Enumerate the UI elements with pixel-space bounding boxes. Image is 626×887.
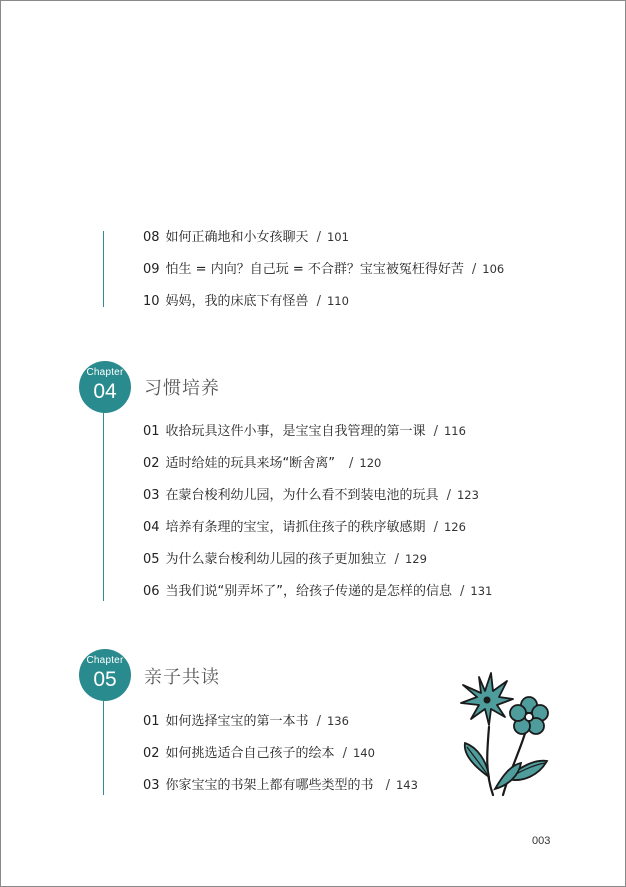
entry-number: 03 bbox=[143, 488, 160, 503]
entry-page: 143 bbox=[395, 778, 418, 792]
flower-illustration bbox=[449, 667, 559, 801]
entry-title: 怕生 = 内向？自己玩 = 不合群？宝宝被冤枉得好苦 bbox=[165, 262, 464, 277]
chapter-badge bbox=[79, 649, 131, 701]
entry-separator: / bbox=[433, 520, 438, 535]
entry-number: 02 bbox=[143, 746, 160, 761]
entry-page: 126 bbox=[443, 520, 466, 534]
entry-title: 如何选择宝宝的第一本书 bbox=[165, 714, 309, 729]
entry-page: 129 bbox=[404, 552, 427, 566]
toc-entry[interactable] bbox=[143, 583, 492, 600]
entry-separator: / bbox=[460, 584, 465, 599]
toc-entry[interactable] bbox=[143, 293, 349, 310]
entry-separator: / bbox=[446, 488, 451, 503]
toc-entry[interactable] bbox=[143, 423, 466, 440]
entry-number: 09 bbox=[143, 262, 160, 277]
entry-number: 10 bbox=[143, 294, 160, 309]
entry-number: 04 bbox=[143, 520, 160, 535]
entry-title: 妈妈，我的床底下有怪兽 bbox=[165, 294, 309, 309]
toc-entry[interactable] bbox=[143, 229, 349, 246]
entry-separator: / bbox=[471, 262, 477, 277]
entry-separator: / bbox=[385, 778, 390, 793]
entry-number: 02 bbox=[143, 456, 160, 471]
entry-number: 08 bbox=[143, 230, 160, 245]
timeline-line bbox=[103, 691, 104, 795]
entry-title: 当我们说“别弄坏了”，给孩子传递的是怎样的信息 bbox=[165, 584, 453, 599]
entry-number: 03 bbox=[143, 778, 160, 793]
entry-number: 01 bbox=[143, 714, 160, 729]
entry-page: 110 bbox=[326, 294, 349, 308]
entry-separator: / bbox=[394, 552, 399, 567]
entry-number: 01 bbox=[143, 424, 160, 439]
entry-page: 106 bbox=[482, 262, 505, 276]
entry-page: 131 bbox=[470, 584, 493, 598]
toc-entry[interactable] bbox=[143, 713, 349, 730]
chapter-label: Chapter bbox=[86, 367, 124, 378]
timeline-line bbox=[103, 401, 104, 601]
entry-title: 为什么蒙台梭利幼儿园的孩子更加独立 bbox=[165, 552, 387, 567]
chapter-title: 习惯培养 bbox=[144, 378, 220, 399]
entry-separator: / bbox=[316, 294, 321, 309]
entry-separator: / bbox=[349, 456, 354, 471]
entry-page: 123 bbox=[456, 488, 479, 502]
page-number: 003 bbox=[532, 835, 551, 847]
toc-entry[interactable] bbox=[143, 455, 381, 472]
chapter-number: 05 bbox=[93, 668, 117, 691]
entry-separator: / bbox=[342, 746, 347, 761]
entry-title: 如何正确地和小女孩聊天 bbox=[165, 230, 309, 245]
entry-title: 适时给娃的玩具来场“断舍离” bbox=[165, 456, 336, 471]
entry-title: 在蒙台梭利幼儿园，为什么看不到装电池的玩具 bbox=[165, 488, 439, 503]
chapter-number: 04 bbox=[93, 380, 117, 403]
toc-entry[interactable] bbox=[143, 551, 427, 568]
toc-entry[interactable] bbox=[143, 745, 375, 762]
entry-page: 136 bbox=[326, 714, 349, 728]
toc-entry[interactable] bbox=[143, 487, 479, 504]
entry-separator: / bbox=[316, 230, 321, 245]
chapter-title: 亲子共读 bbox=[144, 667, 220, 688]
chapter-label: Chapter bbox=[86, 655, 124, 666]
entry-title: 如何挑选适合自己孩子的绘本 bbox=[165, 746, 335, 761]
entry-page: 140 bbox=[352, 746, 375, 760]
toc-entry[interactable] bbox=[143, 777, 418, 794]
entry-page: 116 bbox=[443, 424, 466, 438]
chapter-badge bbox=[79, 361, 131, 413]
toc-entry[interactable] bbox=[143, 519, 466, 536]
entry-title: 你家宝宝的书架上都有哪些类型的书 bbox=[165, 778, 374, 793]
entry-page: 120 bbox=[359, 456, 382, 470]
entry-separator: / bbox=[316, 714, 321, 729]
entry-separator: / bbox=[433, 424, 438, 439]
entry-number: 06 bbox=[143, 584, 160, 599]
entry-number: 05 bbox=[143, 552, 160, 567]
timeline-line bbox=[103, 231, 104, 307]
toc-entry[interactable] bbox=[143, 261, 504, 278]
entry-page: 101 bbox=[326, 230, 349, 244]
entry-title: 收拾玩具这件小事，是宝宝自我管理的第一课 bbox=[165, 424, 426, 439]
entry-title: 培养有条理的宝宝，请抓住孩子的秩序敏感期 bbox=[165, 520, 426, 535]
